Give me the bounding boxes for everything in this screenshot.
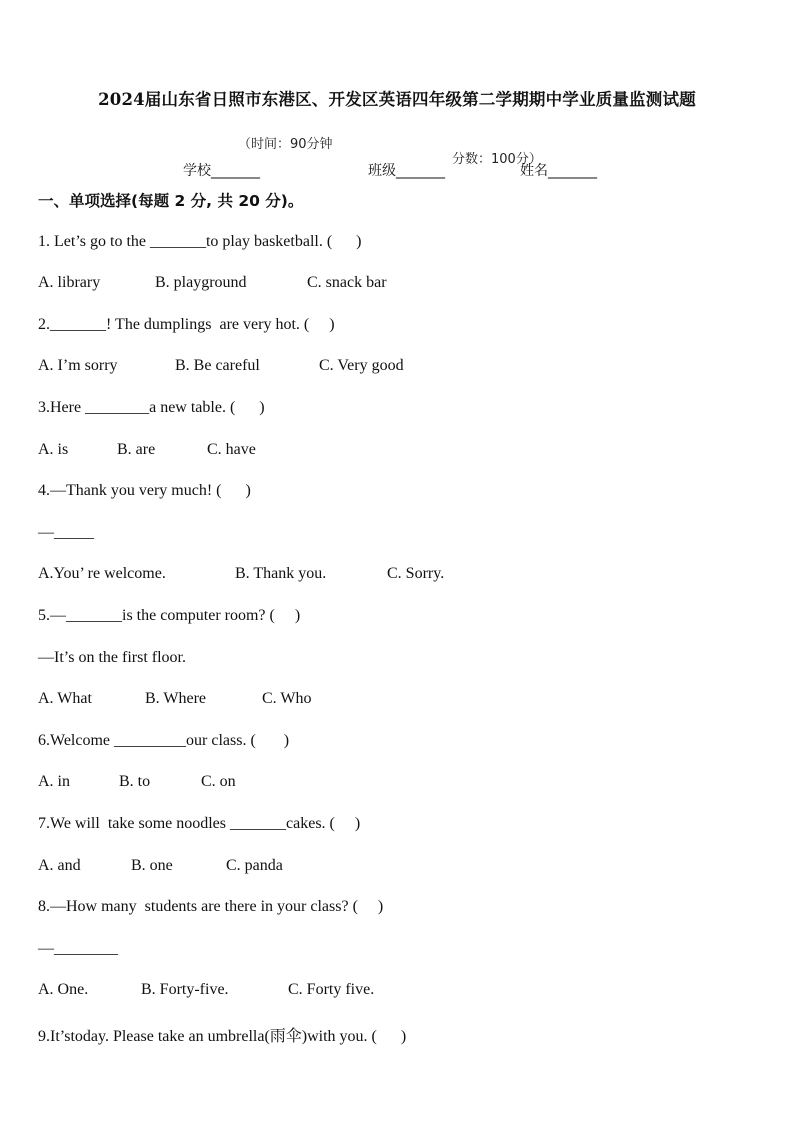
option-a: A. What <box>38 690 92 707</box>
question-stem: 2._______! The dumplings are very hot. ( ) <box>38 316 335 333</box>
option-c: C. Who <box>262 690 312 707</box>
exam-time: （时间：90分钟 <box>238 137 333 152</box>
question-stem: 5.—_______is the computer room? ( ) <box>38 607 301 624</box>
option-a: A. One. <box>38 981 89 998</box>
question-stem: 3.Here ________a new table. ( ) <box>38 399 265 416</box>
answer-line: —________ <box>38 940 118 957</box>
answer-line: —It’s on the first floor. <box>38 649 186 666</box>
name-field: 姓名_______ <box>520 163 597 179</box>
section-title: 一、单项选择(每题 2 分, 共 20 分)。 <box>38 192 304 210</box>
option-a: A.You’ re welcome. <box>38 565 166 582</box>
option-a: A. in <box>38 773 70 790</box>
option-c: C. Very good <box>319 357 404 374</box>
option-b: B. playground <box>155 274 247 291</box>
question-stem: 8.—How many students are there in your class? ( ) <box>38 898 384 915</box>
option-c: C. snack bar <box>307 274 387 291</box>
question-stem: 4.—Thank you very much! ( ) <box>38 482 251 499</box>
option-c: C. have <box>207 441 256 458</box>
answer-line: —_____ <box>38 524 94 541</box>
option-b: B. Be careful <box>175 357 260 374</box>
question-stem: 9.It’stoday. Please take an umbrella(雨伞)with you. ( ) <box>38 1028 407 1045</box>
option-a: A. is <box>38 441 69 458</box>
option-c: C. on <box>201 773 236 790</box>
option-b: B. to <box>119 773 151 790</box>
question-stem: 7.We will take some noodles _______cakes. ( ) <box>38 815 361 832</box>
question-stem: 6.Welcome _________our class. ( ) <box>38 732 290 749</box>
option-c: C. Sorry. <box>387 565 445 582</box>
option-a: A. library <box>38 274 101 291</box>
option-a: A. I’m sorry <box>38 357 118 374</box>
option-b: B. Thank you. <box>235 565 327 582</box>
option-b: B. one <box>131 857 173 874</box>
school-field: 学校_______ <box>183 163 260 179</box>
option-c: C. Forty five. <box>288 981 375 998</box>
question-stem: 1. Let’s go to the _______to play basketball. ( ) <box>38 233 362 250</box>
class-field: 班级_______ <box>368 163 445 179</box>
exam-title: 2024届山东省日照市东港区、开发区英语四年级第二学期期中学业质量监测试题 <box>98 90 696 109</box>
option-b: B. are <box>117 441 156 458</box>
option-b: B. Forty-five. <box>141 981 229 998</box>
option-b: B. Where <box>145 690 207 707</box>
exam-score: 分数：100分） <box>452 152 542 167</box>
option-c: C. panda <box>226 857 283 874</box>
option-a: A. and <box>38 857 81 874</box>
